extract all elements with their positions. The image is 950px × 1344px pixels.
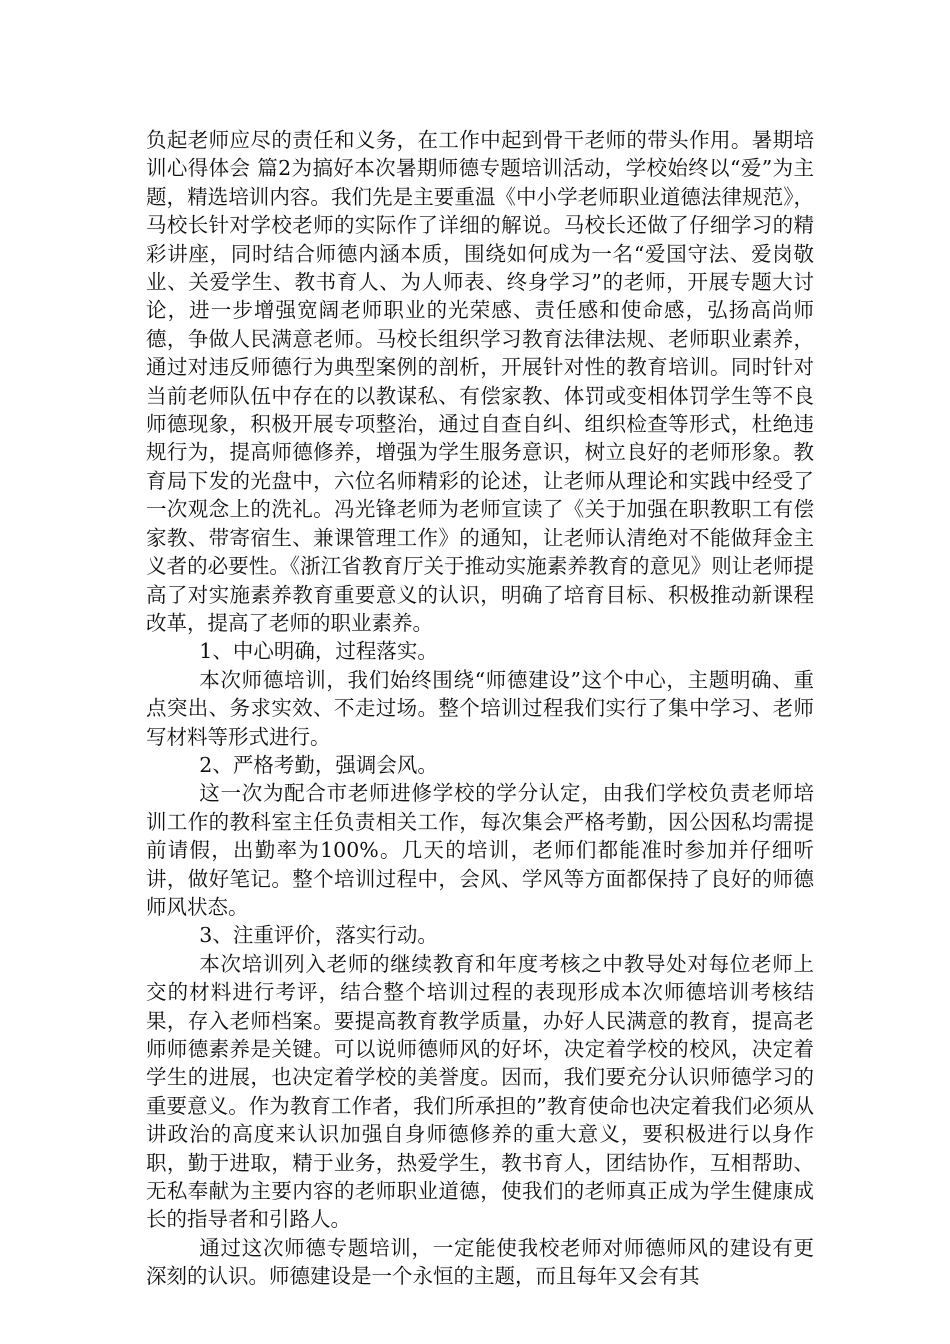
section-heading-1: 1、中心明确，过程落实。: [199, 639, 438, 664]
paragraph-intro: 负起老师应尽的责任和义务，在工作中起到骨干老师的带头作用。暑期培训心得体会 篇2为搞好本次暑期师德专题培训活动，学校始终以“爱”为主题，精选培训内容。我们先是主要重温《中小学老师职业道德法律规范》，马校长针对学校老师的实际作了详细的解说。马校长还做了仔细学习的精彩讲座，同时结合师德内涵本质，围绕如何成为一名“爱国守法、爱岗敬业、关爱学生、教书育人、为人师表、终身学习”的老师，开展专题大讨论，进一步增强宽阔老师职业的光荣感、责任感和使命感，弘扬高尚师德，争做人民满意老师。马校长组织学习教育法律法规、老师职业素养，通过对违反师德行为典型案例的剖析，开展针对性的教育培训。同时针对当前老师队伍中存在的以教谋私、有偿家教、体罚或变相体罚学生等不良师德现象，积极开展专项整治，通过自查自纠、组织检查等形式，杜绝违规行为，提高师德修养，增强为学生服务意识，树立良好的老师形象。教育局下发的光盘中，六位名师精彩的论述，让老师从理论和实践中经受了一次观念上的洗礼。冯光锋老师为老师宣读了《关于加强在职教职工有偿家教、带寄宿生、兼课管理工作》的通知，让老师认清绝对不能做拜金主义者的必要性。《浙江省教育厅关于推动实施素养教育的意见》则让老师提高了对实施素养教育重要意义的认识，明确了培育目标、积极推动新课程改革，提高了老师的职业素养。: [146, 128, 814, 635]
paragraph-section-1: 本次师德培训，我们始终围绕“师德建设”这个中心，主题明确、重点突出、务求实效、不走过场。整个培训过程我们实行了集中学习、老师写材料等形式进行。: [146, 667, 814, 749]
document-body: [146, 126, 814, 1291]
section-heading-3: 3、注重评价，落实行动。: [199, 923, 438, 948]
section-heading-2: 2、严格考勤，强调会风。: [199, 752, 438, 777]
paragraph-conclusion: 通过这次师德专题培训，一定能使我校老师对师德师风的建设有更深刻的认识。师德建设是一个永恒的主题，而且每年又会有其: [146, 1235, 814, 1289]
paragraph-section-3: 本次培训列入老师的继续教育和年度考核之中教导处对每位老师上交的材料进行考评，结合整个培训过程的表现形成本次师德培训考核结果，存入老师档案。要提高教育教学质量，办好人民满意的教育，提高老师师德素养是关键。可以说师德师风的好坏，决定着学校的校风，决定着学生的进展，也决定着学校的美誉度。因而，我们要充分认识师德学习的重要意义。作为教育工作者，我们所承担的”教育使命也决定着我们必须从讲政治的高度来认识加强自身师德修养的重大意义，要积极进行以身作职，勤于进取，精于业务，热爱学生，教书育人，团结协作，互相帮助、无私奉献为主要内容的老师职业道德，使我们的老师真正成为学生健康成长的指导者和引路人。: [146, 951, 814, 1232]
paragraph-section-2: 这一次为配合市老师进修学校的学分认定，由我们学校负责老师培训工作的教科室主任负责相关工作，每次集会严格考勤，因公因私均需提前请假，出勤率为100%。几天的培训，老师们都能准时参加并仔细听讲，做好笔记。整个培训过程中，会风、学风等方面都保持了良好的师德师风状态。: [146, 781, 814, 919]
